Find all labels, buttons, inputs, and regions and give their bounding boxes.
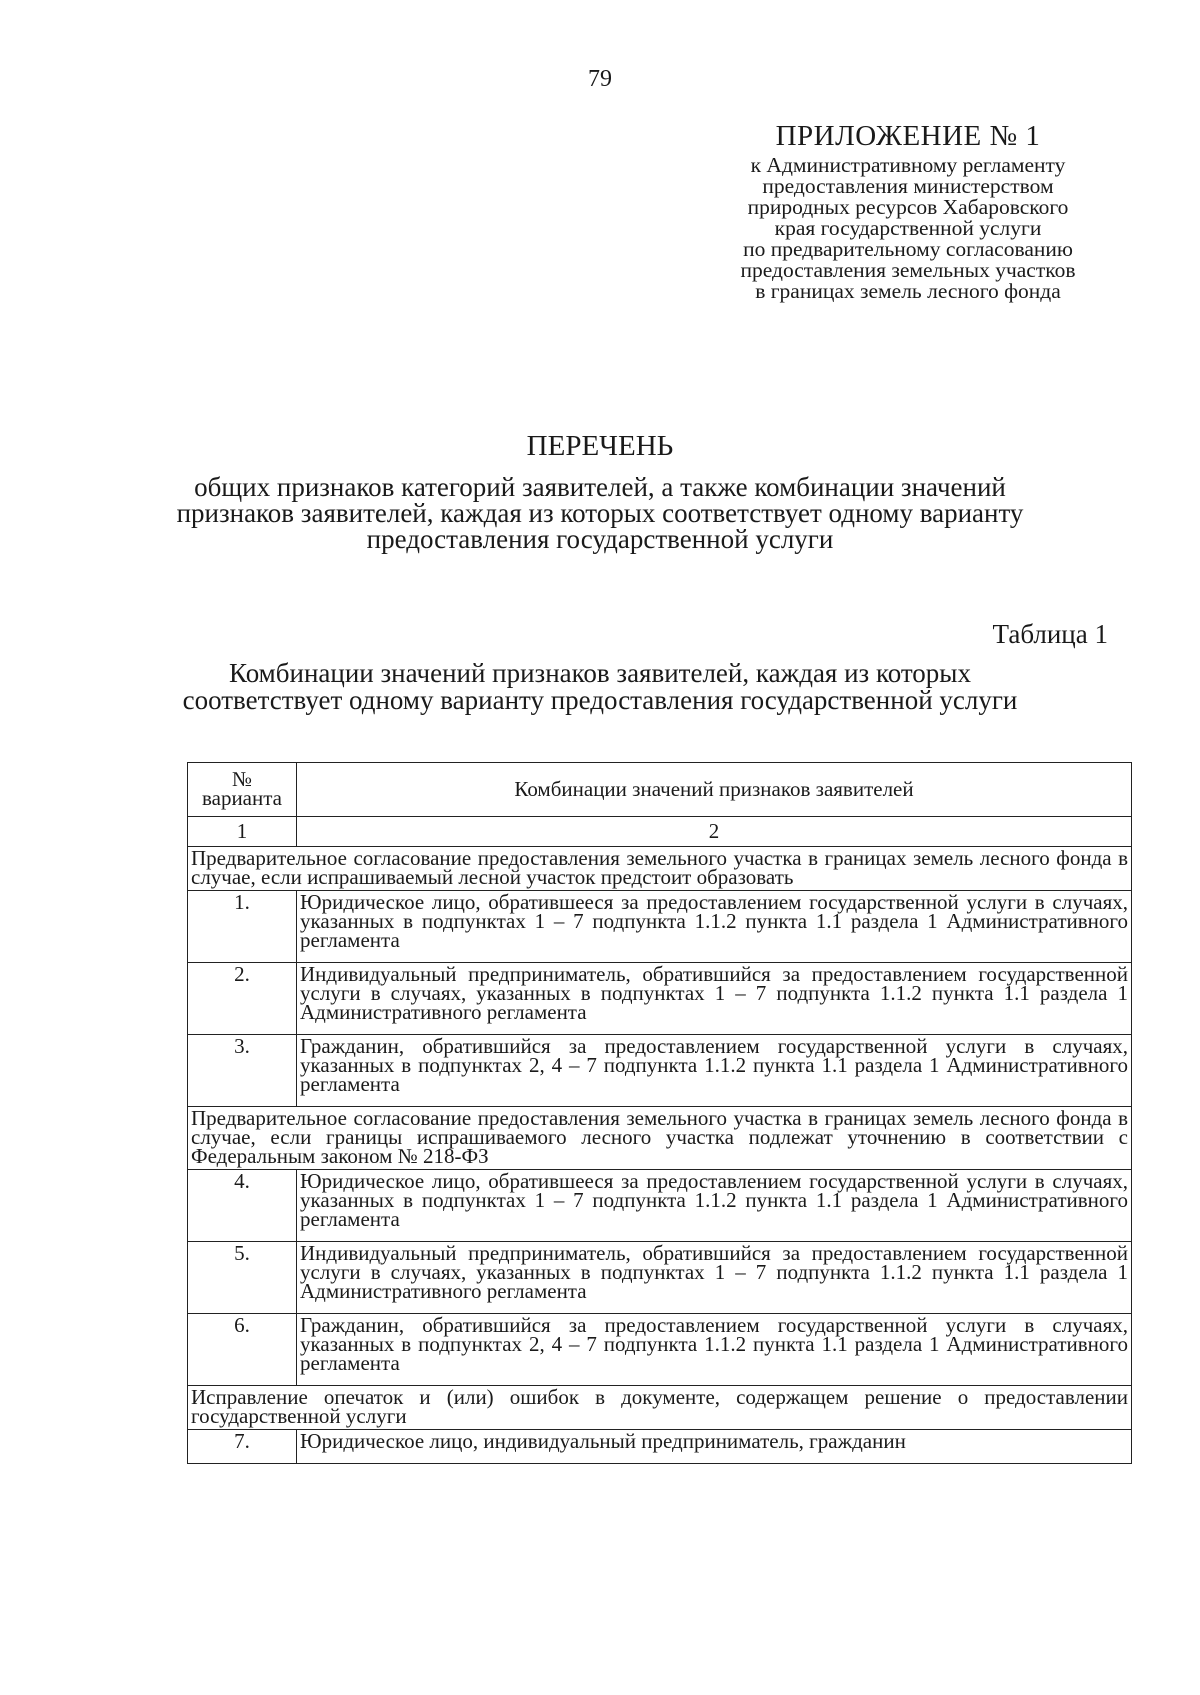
column-number: 1 [188, 817, 297, 847]
list-subtitle [150, 474, 1050, 552]
list-subtitle-line: признаков заявителей, каждая из которых соответствует одному варианту [176, 498, 1024, 528]
list-subtitle-line: общих признаков категорий заявителей, а также комбинации значений [194, 472, 1006, 502]
column-number: 2 [297, 817, 1132, 847]
section-row [188, 847, 1132, 891]
variant-description: Юридическое лицо, обратившееся за предоставлением государственной услуги в случаях, указанных в подпунктах 1 – 7 подпункта 1.1.2 пункта 1.1 раздела 1 Административного регламента [297, 891, 1132, 963]
variant-number: 5. [188, 1242, 297, 1314]
table-header-row [188, 763, 1132, 817]
appendix-line: по предварительному согласованию [743, 237, 1073, 261]
table-caption-line: Комбинации значений признаков заявителей, каждая из которых [229, 658, 971, 688]
variant-number: 2. [188, 963, 297, 1035]
table-caption-line: соответствует одному варианту предоставления государственной услуги [182, 685, 1018, 715]
column-numbers-row [188, 817, 1132, 847]
variants-table [187, 762, 1132, 1464]
appendix-title: ПРИЛОЖЕНИЕ № 1 [775, 120, 1041, 152]
table-row [188, 963, 1132, 1035]
appendix-block [718, 120, 1098, 302]
table-row [188, 1242, 1132, 1314]
appendix-line: края государственной услуги [774, 216, 1042, 240]
variant-description: Юридическое лицо, обратившееся за предоставлением государственной услуги в случаях, указанных в подпунктах 1 – 7 подпункта 1.1.2 пункта 1.1 раздела 1 Административного регламента [297, 1170, 1132, 1242]
appendix-line: предоставления земельных участков [740, 258, 1076, 282]
variant-number: 4. [188, 1170, 297, 1242]
table-label: Таблица 1 [992, 619, 1108, 649]
table-row [188, 1430, 1132, 1464]
appendix-line: к Административному регламенту [750, 153, 1066, 177]
appendix-line: в границах земель лесного фонда [755, 279, 1061, 303]
variant-description: Индивидуальный предприниматель, обратившийся за предоставлением государственной услуги в случаях, указанных в подпунктах 1 – 7 подпункта 1.1.2 пункта 1.1 раздела 1 Административного регламента [297, 1242, 1132, 1314]
section-title: Предварительное согласование предоставления земельного участка в границах земель лесного фонда в случае, если испрашиваемый лесной участок предстоит образовать [188, 847, 1132, 891]
section-title: Исправление опечаток и (или) ошибок в документе, содержащем решение о предоставлении государственной услуги [188, 1386, 1132, 1430]
table-row [188, 891, 1132, 963]
section-row [188, 1386, 1132, 1430]
variant-description: Гражданин, обратившийся за предоставлением государственной услуги в случаях, указанных в подпунктах 2, 4 – 7 подпункта 1.1.2 пункта 1.1 раздела 1 Административного регламента [297, 1035, 1132, 1107]
variant-description: Юридическое лицо, индивидуальный предприниматель, гражданин [297, 1430, 1132, 1464]
appendix-line: предоставления министерством [762, 174, 1054, 198]
table-caption [150, 660, 1050, 714]
variant-number: 3. [188, 1035, 297, 1107]
list-subtitle-line: предоставления государственной услуги [366, 524, 834, 554]
appendix-line: природных ресурсов Хабаровского [747, 195, 1069, 219]
header-combinations: Комбинации значений признаков заявителей [297, 763, 1132, 817]
list-title: ПЕРЕЧЕНЬ [526, 430, 674, 462]
page-number: 79 [588, 66, 612, 92]
table-row [188, 1170, 1132, 1242]
variant-number: 6. [188, 1314, 297, 1386]
table-row [188, 1314, 1132, 1386]
variant-number: 1. [188, 891, 297, 963]
variant-description: Гражданин, обратившийся за предоставлением государственной услуги в случаях, указанных в подпунктах 2, 4 – 7 подпункта 1.1.2 пункта 1.1 раздела 1 Административного регламента [297, 1314, 1132, 1386]
variant-description: Индивидуальный предприниматель, обратившийся за предоставлением государственной услуги в случаях, указанных в подпунктах 1 – 7 подпункта 1.1.2 пункта 1.1 раздела 1 Административного регламента [297, 963, 1132, 1035]
variant-number: 7. [188, 1430, 297, 1464]
section-row [188, 1107, 1132, 1170]
header-variant-number: № варианта [188, 763, 297, 817]
section-title: Предварительное согласование предоставления земельного участка в границах земель лесного фонда в случае, если границы испрашиваемого лесного участка подлежат уточнению в соответствии с Федеральным законом № 218-ФЗ [188, 1107, 1132, 1170]
table-row [188, 1035, 1132, 1107]
